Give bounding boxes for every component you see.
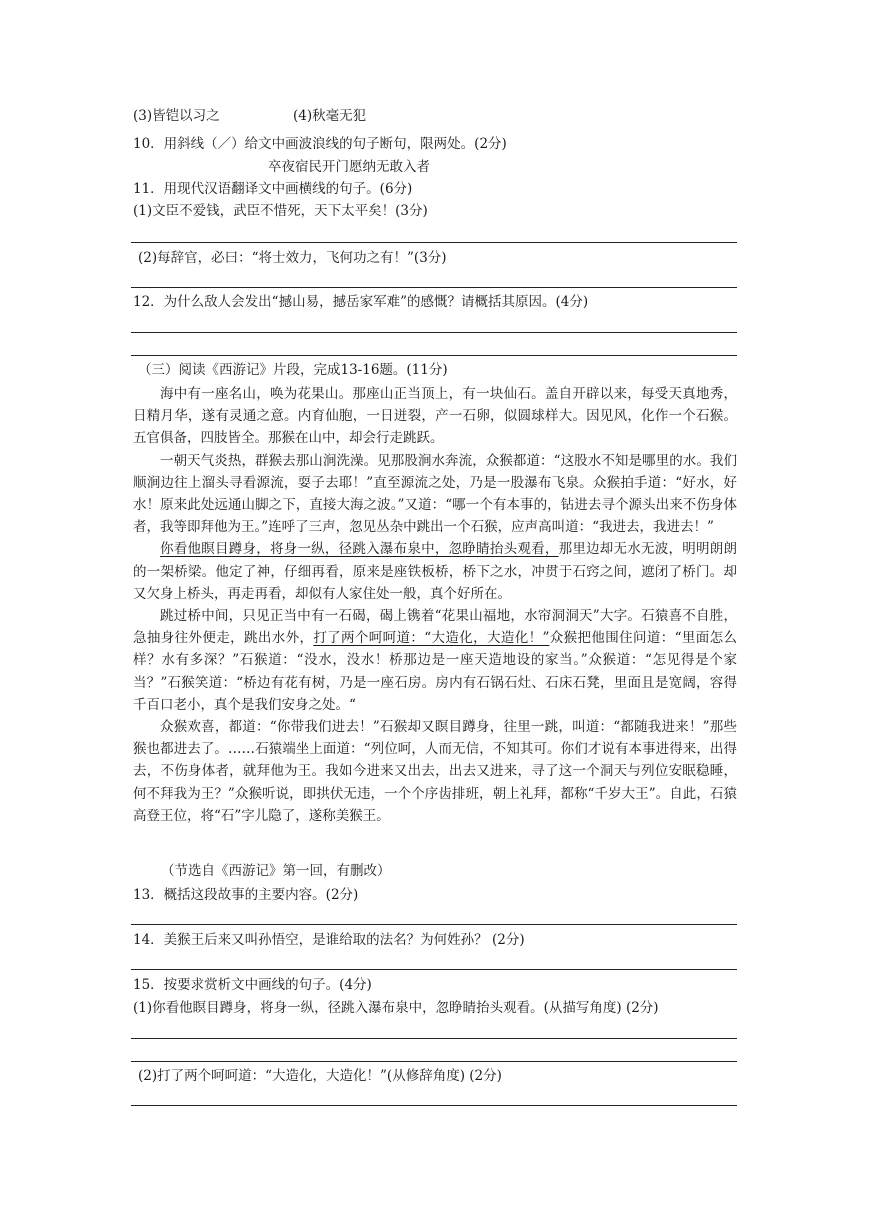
passage-paragraph: 众猴欢喜，都道：“你带我们进去！”石猴却又瞑目蹲身，往里一跳，叫道：“都随我进来！”那些猴也都进去了。……石猿端坐上面道：“列位呵，人而无信，不知其可。你们才说有本事进得来，出得去，不伤身体者，就拜他为王。我如今进来又出去，出去又进来，寻了这一个洞天与列位安眠稳睡，何不拜我为王？”众猴听说，即拱伏无违，一个个序齿排班，朝上礼拜，都称“千岁大王”。自此，石猿高登王位，将“石”字儿隐了，遂称美猴王。 [133,719,737,824]
q10-prompt: 10．用斜线（／）给文中画波浪线的句子断句，限两处。(2分) [133,136,507,152]
answer-line [131,924,737,925]
answer-line [131,1061,737,1062]
underlined-sentence: 你看他瞑目蹲身，将身一纵，径跳入瀑布泉中，忽睁睛抬头观看， [160,541,559,558]
q15-part1: (1)你看他瞑目蹲身，将身一纵，径跳入瀑布泉中，忽睁睛抬头观看。(从描写角度) (2分) [133,1000,659,1016]
answer-line [131,1038,737,1039]
answer-line [131,355,737,356]
q11-prompt: 11．用现代汉语翻译文中画横线的句子。(6分) [133,181,413,197]
answer-line [131,242,737,243]
passage-paragraph: 跳过桥中间，只见正当中有一石碣，碣上镌着“花果山福地，水帘洞洞天”大字。石猿喜不自胜，急抽身往外便走，跳出水外，打了两个呵呵道：“大造化，大造化！”众猴把他围住问道：“里面怎么样？水有多深？”石猴道：“没水，没水！桥那边是一座天造地设的家当。”众猴道：“怎见得是个家当？”石猴笑道：“桥边有花有树，乃是一座石房。房内有石锅石灶、石床石凳，里面且是宽阔，容得千百口老小，真个是我们安身之处。“ [133,608,737,713]
q15-part2: (2)打了两个呵呵道：“大造化，大造化！”(从修辞角度) (2分) [138,1068,502,1084]
q15-prompt: 15．按要求赏析文中画线的句子。(4分) [133,977,372,993]
passage [133,383,737,827]
q9-item-3: (3)皆铠以习之 [133,108,220,124]
passage-paragraph: 一朝天气炎热，群猴去那山涧洗澡。见那股涧水奔流，众猴都道：“这股水不知是哪里的水。我们顺涧边往上溜头寻看源流，耍子去耶！”直至源流之处，乃是一股瀑布飞泉。众猴拍手道：“好水，好水！原来此处远通山脚之下，直接大海之波。”又道：“哪一个有本事的，钻进去寻个源头出来不伤身体者，我等即拜他为王。”连呼了三声，忽见丛杂中跳出一个石猴，应声高叫道：“我进去，我进去！” [133,452,737,536]
q13-prompt: 13．概括这段故事的主要内容。(2分) [133,887,359,903]
section-heading: （三）阅读《西游记》片段，完成13-16题。(11分) [138,362,448,378]
underlined-sentence: 打了两个呵呵道：“大造化，大造化！” [313,630,550,647]
q14-prompt: 14．美猴王后来又叫孙悟空，是谁给取的法名？为何姓孙？ (2分) [133,932,525,948]
passage-source: （节选自《西游记》第一回，有删改） [161,863,391,879]
q11-part2: (2)每辞官，必曰：“将士效力，飞何功之有！”(3分) [138,250,447,266]
q9-item-4: (4)秋毫无犯 [293,108,367,124]
q10-sentence: 卒夜宿民开门愿纳无敢入者 [268,159,430,175]
answer-line [131,287,737,288]
answer-line [131,1105,737,1106]
passage-paragraph: 海中有一座名山，唤为花果山。那座山正当顶上，有一块仙石。盖自开辟以来，每受天真地秀，日精月华，遂有灵通之意。内育仙胞，一日迸裂，产一石卵，似圆球样大。因见风，化作一个石猴。五官俱备，四肢皆全。那猴在山中，却会行走跳跃。 [133,386,737,447]
answer-line [131,332,737,333]
q11-part1: (1)文臣不爱钱，武臣不惜死，天下太平矣！(3分) [133,203,428,219]
answer-line [131,969,737,970]
q12-prompt: 12．为什么敌人会发出“撼山易，撼岳家军难”的感慨？请概括其原因。(4分) [133,294,589,310]
passage-paragraph: 你看他瞑目蹲身，将身一纵，径跳入瀑布泉中，忽睁睛抬头观看，那里边却无水无波，明明朗朗的一架桥梁。他定了神，仔细再看，原来是座铁板桥，桥下之水，冲贯于石窍之间，遮闭了桥门。却又欠身上桥头，再走再看，却似有人家住处一般，真个好所在。 [133,541,738,602]
